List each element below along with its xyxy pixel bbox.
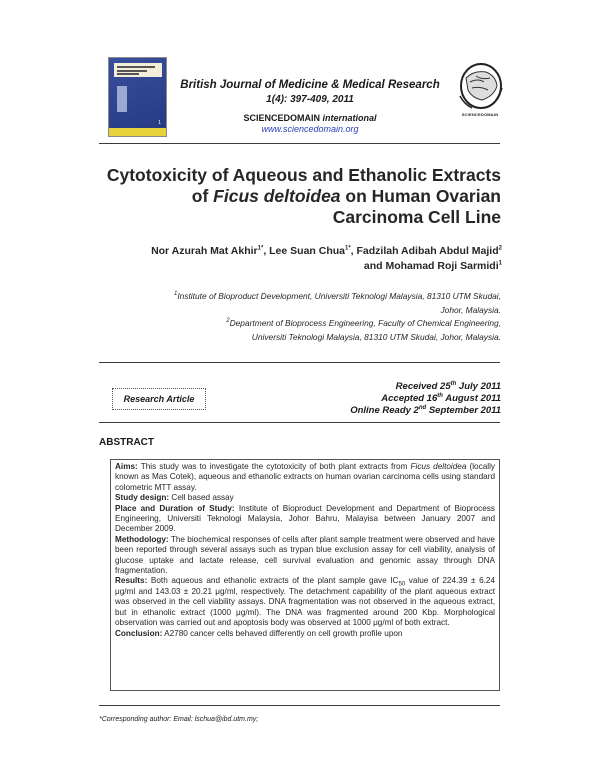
- journal-name: British Journal of Medicine & Medical Research: [180, 79, 440, 91]
- abstract-design: Study design: Cell based assay: [115, 493, 234, 503]
- sciencedomain-logo-icon: [452, 60, 508, 118]
- publication-dates: Received 25th July 2011 Accepted 16th August 2011 Online Ready 2nd September 2011: [350, 380, 501, 416]
- publisher-website-link[interactable]: www.sciencedomain.org: [261, 124, 359, 134]
- affiliations: $^1$Institute of Bioproduct Development, Universiti Teknologi Malaysia, 81310 UTM Skudai, Johor, Malaysia. $^2$Department of Bioprocess Engineering, Faculty of Chemical Engineering, Universiti Teknologi Malaysia, 81310 UTM Skudai, Johor, Malaysia.: [173, 291, 501, 342]
- article-type-badge: Research Article: [112, 388, 206, 410]
- abstract-methodology: Methodology: The biochemical responses of cells after plant sample treatment were observed and have been reported through several assays such as trypan blue exclusion assay for cell viability, analysis of glucose uptake and lactate release, cell survival evaluation and genomic assay through DNA fragmentation.: [115, 534, 495, 576]
- abstract-heading: ABSTRACT: [99, 437, 154, 448]
- journal-cover-image: 1: [108, 57, 167, 137]
- abstract-aims: Aims: This study was to investigate the cytotoxicity of both plant extracts from Ficus deltoidea (locally known as Mas Cotek), aqueous and ethanolic extracts on human ovarian carcinoma cells using standard colometric MTT assay.: [115, 462, 495, 492]
- author-list: Nor Azurah Mat Akhir$^{1*}$, Lee Suan Chua$^{1*}$, Fadzilah Adibah Abdul Majid$^2$ and Mohamad Roji Sarmidi$^1$: [151, 245, 502, 272]
- paper-title: Cytotoxicity of Aqueous and Ethanolic Extracts of Ficus deltoidea on Human Ovarian Carcinoma Cell Line: [106, 165, 501, 227]
- abstract-conclusion: Conclusion: A2780 cancer cells behaved differently on cell growth profile upon: [115, 628, 403, 638]
- corresponding-author-footnote: *Corresponding author: Email: lschua@ibd.utm.my;: [99, 716, 259, 723]
- abstract-box: [110, 459, 500, 691]
- publisher-name: SCIENCEDOMAIN international: [243, 113, 377, 123]
- header-divider: [99, 143, 500, 144]
- abstract-results: Results: Both aqueous and ethanolic extracts of the plant sample gave $IC_{50}$ value of 224.39 ± 6.24 μg/ml and 143.03 ± 20.21 μg/ml, respectively. The detachment capability of the plant aqueous extract was observed in the cell viability assays. DNA fragmentation was not observed in the aqueous extract, but in ethanolic extract (1000 μg/ml). The DNA was fragmented around 200 Kbp. Morphological observation was carried out and apoptosis body was observed at 1000 μg/ml of both extract.: [115, 576, 496, 628]
- footnote-divider: [99, 705, 500, 706]
- affiliation-divider: [99, 362, 500, 363]
- abstract-place: Place and Duration of Study: Institute of Bioproduct Development and Department of Bioprocess Engineering, Universiti Teknologi Malaysia, Johor Bahru, Malayisa between January 2007 and December 2009.: [115, 503, 495, 534]
- dates-divider: [99, 422, 500, 423]
- journal-volume: 1(4): 397-409, 2011: [266, 94, 354, 105]
- logo-caption: SCIENCEDOMAIN: [461, 112, 499, 117]
